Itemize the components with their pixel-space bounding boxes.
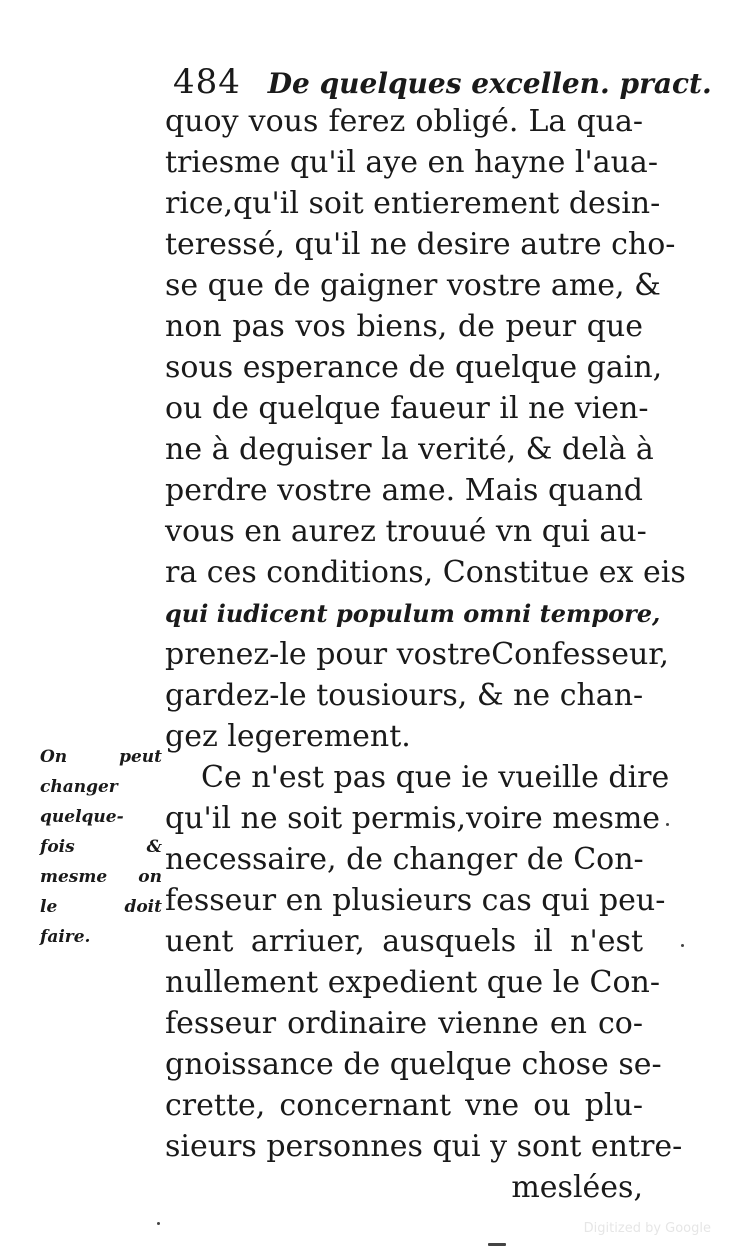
margin-note-line: faire.: [40, 927, 91, 947]
text-line: gardez-le tousiours, & ne chan-: [165, 678, 644, 713]
text-line: fesseur en plusieurs cas qui peu-: [165, 883, 666, 918]
margin-note-line: On peut: [40, 747, 162, 767]
text-line: se que de gaigner vostre ame, &: [165, 268, 661, 303]
text-line: gez legerement.: [165, 719, 411, 754]
text-line: perdre vostre ame. Mais quand: [165, 473, 643, 508]
margin-note-line: mesme on: [40, 867, 162, 887]
text-line: qu'il ne soit permis,voire mesme: [165, 801, 661, 836]
ink-speck: [666, 823, 669, 826]
paragraph-start-line: Ce n'est pas que ie vueille dire: [201, 760, 670, 795]
margin-note-line: quelque-: [40, 807, 124, 827]
text-line: sieurs personnes qui y sont entre-: [165, 1129, 683, 1164]
text-line: crette, concernant vne ou plu-: [165, 1088, 643, 1123]
text-line: sous esperance de quelque gain,: [165, 350, 663, 385]
margin-note-line: fois &: [40, 837, 162, 857]
margin-note-line: le doit: [40, 897, 162, 917]
latin-quote-line: qui iudicent populum omni tempore,: [165, 599, 661, 628]
text-line: nullement expedient que le Con-: [165, 965, 660, 1000]
text-line: non pas vos biens, de peur que: [165, 309, 643, 344]
text-line: ou de quelque faueur il ne vien-: [165, 391, 649, 426]
catchword-line: meslées,: [511, 1170, 643, 1205]
text-line: teressé, qu'il ne desire autre cho-: [165, 227, 676, 262]
margin-note-line: changer: [40, 777, 118, 797]
ink-speck: [157, 1222, 160, 1225]
text-line: uent arriuer, ausquels il n'est: [165, 924, 643, 959]
digitizer-watermark: Digitized by Google: [583, 1221, 711, 1236]
text-line: gnoissance de quelque chose se-: [165, 1047, 662, 1082]
page-header: [173, 60, 712, 104]
text-line: rice,qu'il soit entierement desin-: [165, 186, 661, 221]
text-line: ne à deguiser la verité, & delà à: [165, 432, 654, 467]
ink-speck: [681, 944, 684, 947]
text-line: vous en aurez trouué vn qui au-: [165, 514, 647, 549]
running-title: De quelques excellen. pract.: [267, 67, 712, 100]
text-line: fesseur ordinaire vienne en co-: [165, 1006, 643, 1041]
text-line: quoy vous ferez obligé. La qua-: [165, 104, 643, 139]
text-line: ra ces conditions, Constitue ex eis: [165, 555, 686, 590]
text-line: triesme qu'il aye en hayne l'aua-: [165, 145, 658, 180]
text-line: prenez-le pour vostreConfesseur,: [165, 637, 669, 672]
ink-speck: [488, 1243, 506, 1246]
page-number: 484: [173, 62, 241, 102]
text-line: necessaire, de changer de Con-: [165, 842, 644, 877]
